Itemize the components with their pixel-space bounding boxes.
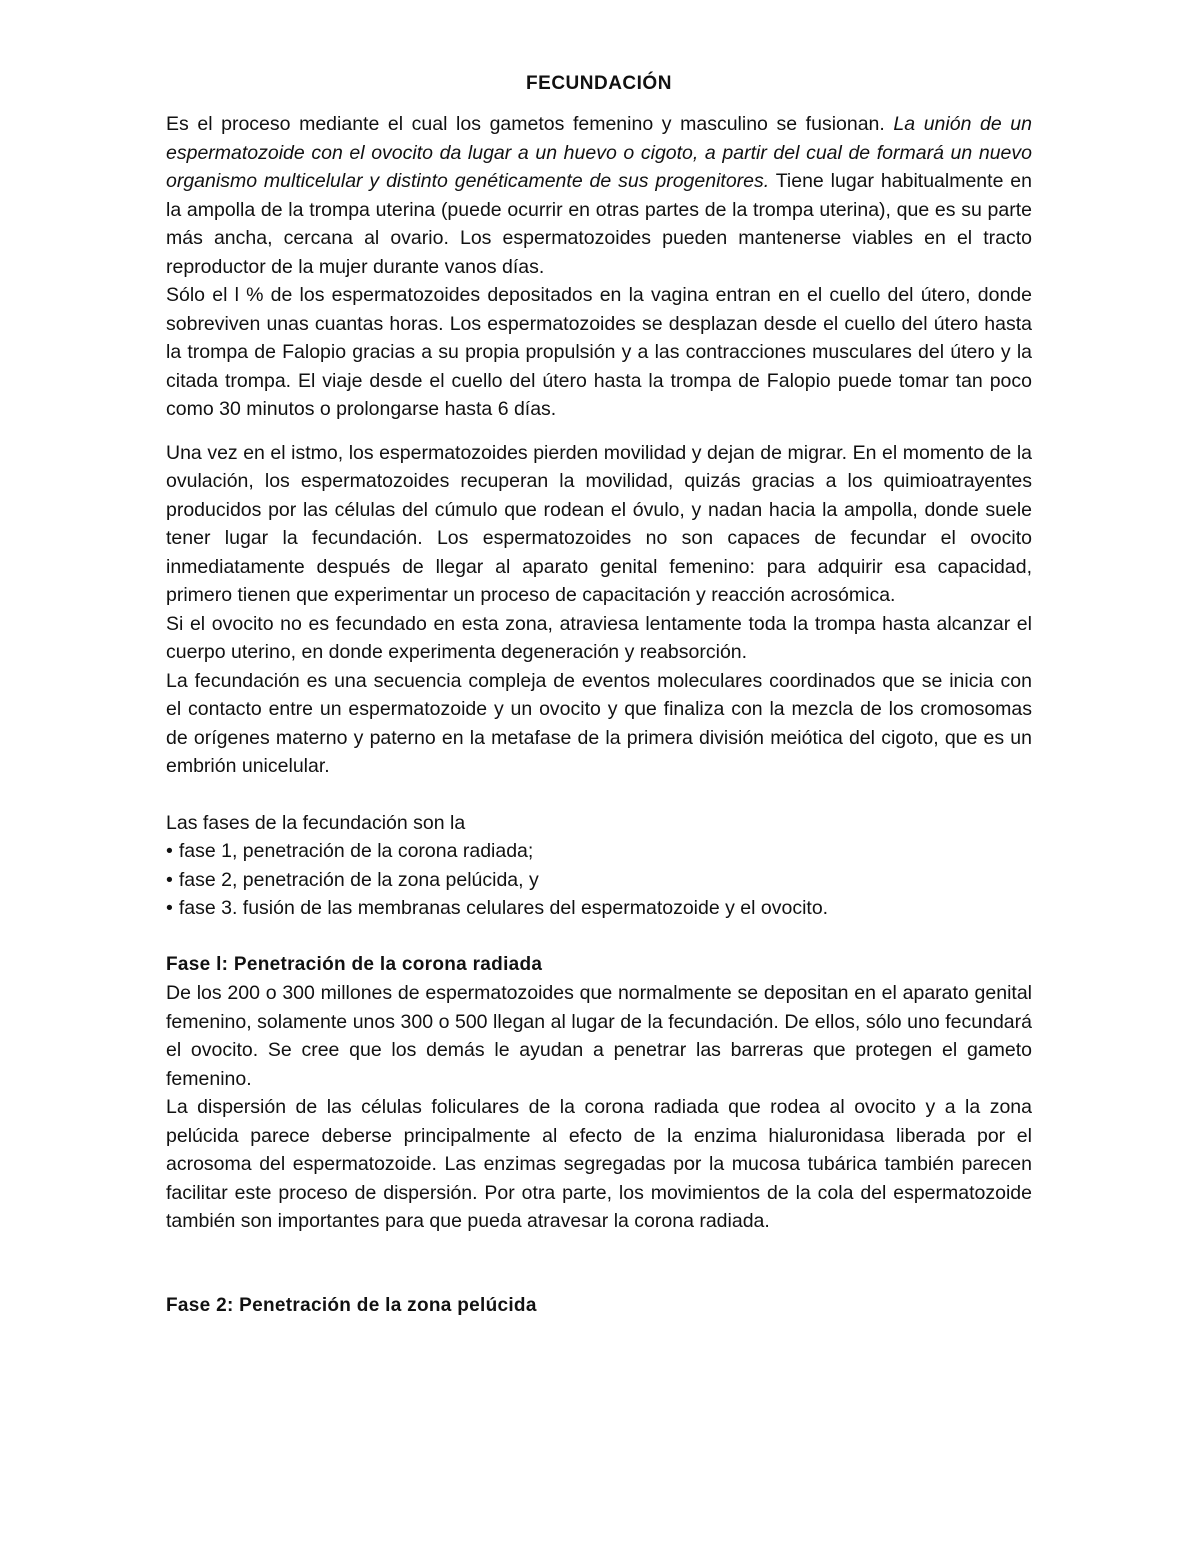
paragraph-isthmus: Una vez en el istmo, los espermatozoides pierden movilidad y dejan de migrar. En el momento de la ovulación, los espermatozoides recuperan la movilidad, quizás gracias a los quimioatrayentes producidos por las células del cúmulo que rodean el óvulo, y nadan hacia la ampolla, donde suele tener lugar la fecundación. Los espermatozoides no son capaces de fecundar el ovocito inmediatamente después de llegar al aparato genital femenino: para adquirir esa capacidad, primero tienen que experimentar un proceso de capacitación y reacción acrosómica. bbox=[166, 441, 1032, 606]
bullet-icon: • bbox=[166, 897, 173, 919]
paragraph-unfertilized: Si el ovocito no es fecundado en esta zona, atraviesa lentamente toda la trompa hasta alcanzar el cuerpo uterino, en donde experimenta degeneración y reabsorción. bbox=[166, 612, 1032, 663]
section-heading-fase2: Fase 2: Penetración de la zona pelúcida bbox=[166, 1294, 537, 1316]
list-item: • fase 1, penetración de la corona radiada; bbox=[166, 840, 534, 862]
bullet-icon: • bbox=[166, 840, 173, 862]
spacer bbox=[166, 1236, 1032, 1292]
section-heading-fase1: Fase l: Penetración de la corona radiada bbox=[166, 953, 543, 975]
intro-text-2: Tiene lugar habitualmente en la ampolla de la trompa uterina (puede ocurrir en otras partes de la trompa uterina), que es su parte más ancha, cercana al ovario. Los espermatozoides pueden mantenerse viables en el tracto reproductor de la mujer durante vanos días. bbox=[166, 170, 1032, 278]
spacer bbox=[166, 781, 1032, 809]
spacer bbox=[166, 424, 1032, 439]
list-item: • fase 3. fusión de las membranas celulares del espermatozoide y el ovocito. bbox=[166, 897, 829, 919]
paragraph-fase1-dispersion: La dispersión de las células foliculares de la corona radiada que rodea al ovocito y a la zona pelúcida parece deberse principalmente al efecto de la enzima hialuronidasa liberada por el acrosoma del espermatozoide. Las enzimas segregadas por la mucosa tubárica también parecen facilitar este proceso de dispersión. Por otra parte, los movimientos de la cola del espermatozoide también son importantes para que pueda atravesar la corona radiada. bbox=[166, 1096, 1032, 1232]
intro-italic-text: La unión de un espermatozoide con el ovocito da lugar a un huevo o cigoto, a partir del cual de formará un nuevo organismo multicelular y distinto genéticamente de sus progenitores. bbox=[166, 113, 1032, 192]
bullet-icon: • bbox=[166, 868, 173, 891]
spacer bbox=[166, 923, 1032, 951]
paragraph-sperm-transport: Sólo el l % de los espermatozoides depositados en la vagina entran en el cuello del útero, donde sobreviven unas cuantas horas. Los espermatozoides se desplazan desde el cuello del útero hasta la trompa de Falopio gracias a su propia propulsión y a las contracciones musculares del útero y la citada trompa. El viaje desde el cuello del útero hasta la trompa de Falopio puede tomar tan poco como 30 minutos o prolongarse hasta 6 días. bbox=[166, 284, 1032, 420]
paragraph-fase1-sperm-count: De los 200 o 300 millones de espermatozoides que normalmente se depositan en el aparato genital femenino, solamente unos 300 o 500 llegan al lugar de la fecundación. De ellos, sólo uno fecundará el ovocito. Se cree que los demás le ayudan a penetrar las barreras que protegen el gameto femenino. bbox=[166, 982, 1032, 1090]
list-item: • fase 2, penetración de la zona pelúcida, y bbox=[166, 868, 539, 891]
page-title: FECUNDACIÓN bbox=[526, 73, 672, 94]
phases-intro: Las fases de la fecundación son la bbox=[166, 811, 466, 834]
paragraph-definition: La fecundación es una secuencia compleja de eventos moleculares coordinados que se inicia con el contacto entre un espermatozoide y un ovocito y que finaliza con la mezcla de los cromosomas de orígenes materno y paterno en la metafase de la primera división meiótica del cigoto, que es un embrión unicelular. bbox=[166, 669, 1032, 777]
phases-list bbox=[166, 837, 1032, 923]
intro-paragraph bbox=[166, 110, 1032, 281]
intro-text-1: Es el proceso mediante el cual los gametos femenino y masculino se fusionan. bbox=[166, 113, 894, 135]
